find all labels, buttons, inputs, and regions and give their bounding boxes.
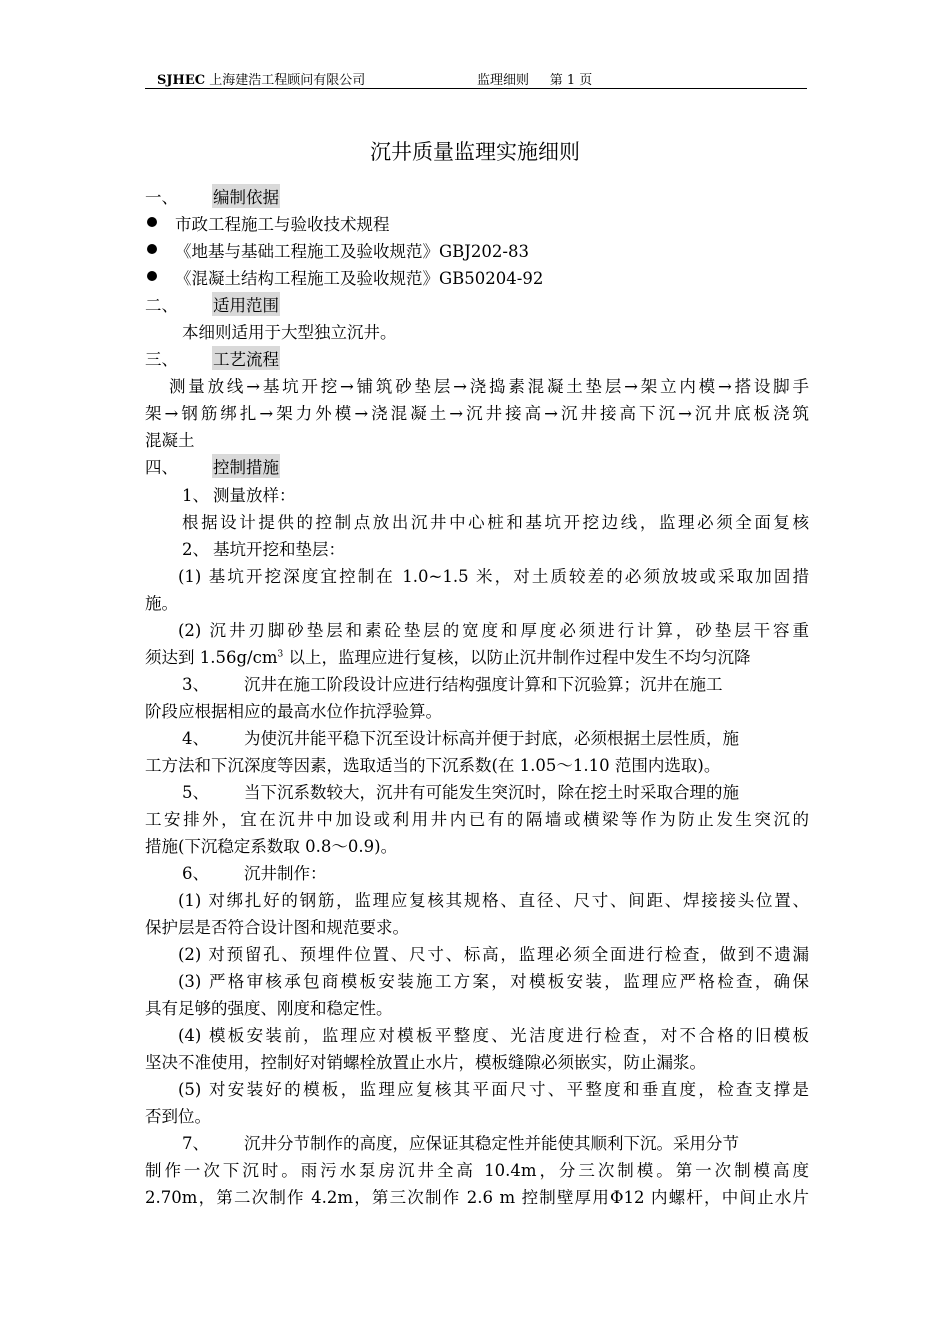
section-number: 三、 bbox=[145, 350, 178, 369]
section-number: 一、 bbox=[145, 188, 178, 207]
paragraph-line: 阶段应根据相应的最高水位作抗浮验算。 bbox=[145, 702, 442, 721]
paragraph-line: 施。 bbox=[145, 594, 178, 613]
process-line: 架→钢筋绑扎→架力外模→浇混凝土→沉井接高→沉井接高下沉→沉井底板浇筑 bbox=[145, 404, 809, 423]
company-code: SJHEC bbox=[157, 73, 206, 88]
paragraph-line bbox=[145, 644, 809, 668]
item-number: 1、 bbox=[182, 486, 209, 505]
item-number: 4、 bbox=[182, 729, 209, 748]
paragraph-line: 具有足够的强度、刚度和稳定性。 bbox=[145, 999, 393, 1018]
paragraph-line: 工方法和下沉深度等因素，选取适当的下沉系数(在 1.05～1.10 范围内选取)。 bbox=[145, 756, 721, 775]
item-number: 6、 bbox=[182, 864, 209, 883]
text-run: 以上，监理应进行复核，以防止沉井制作过程中发生不均匀沉降 bbox=[283, 648, 751, 667]
bullet-icon bbox=[147, 217, 157, 227]
section-title: 编制依据 bbox=[212, 184, 280, 208]
paragraph-line: 制作一次下沉时。雨污水泵房沉井全高 10.4m，分三次制模。第一次制模高度 bbox=[145, 1161, 809, 1180]
item-number: 7、 bbox=[182, 1134, 209, 1153]
item-title: 测量放样： bbox=[213, 486, 296, 505]
document-title: 沉井质量监理实施细则 bbox=[370, 140, 580, 164]
bullet-text: 《混凝土结构工程施工及验收规范》GB50204-92 bbox=[175, 269, 544, 288]
paragraph-line: (4) 模板安装前，监理应对模板平整度、光洁度进行检查，对不合格的旧模板 bbox=[178, 1026, 809, 1045]
page-number: 第 1 页 bbox=[549, 73, 593, 88]
item-text: 为使沉井能平稳下沉至设计标高并便于封底，必须根据土层性质，施 bbox=[244, 729, 739, 748]
section-title: 控制措施 bbox=[212, 454, 280, 478]
paragraph-line: (5) 对安装好的模板，监理应复核其平面尺寸、平整度和垂直度，检查支撑是 bbox=[178, 1080, 809, 1099]
item-title: 基坑开挖和垫层： bbox=[213, 540, 345, 559]
bullet-text: 《地基与基础工程施工及验收规范》GBJ202-83 bbox=[175, 242, 529, 261]
company-name: 上海建浩工程顾问有限公司 bbox=[209, 73, 366, 88]
item-text: 沉井分节制作的高度，应保证其稳定性并能使其顺利下沉。采用分节 bbox=[244, 1134, 739, 1153]
paragraph-line: (1) 对绑扎好的钢筋，监理应复核其规格、直径、尺寸、间距、焊接接头位置、 bbox=[178, 891, 809, 910]
item-number: 3、 bbox=[182, 675, 209, 694]
paragraph-line: 保护层是否符合设计图和规范要求。 bbox=[145, 918, 409, 937]
item-number: 5、 bbox=[182, 783, 209, 802]
paragraph-line: (2) 沉井刃脚砂垫层和素砼垫层的宽度和厚度必须进行计算，砂垫层干容重 bbox=[178, 621, 809, 640]
paragraph-line: (2) 对预留孔、预埋件位置、尺寸、标高，监理必须全面进行检查，做到不遗漏 bbox=[178, 945, 809, 964]
section-number: 二、 bbox=[145, 296, 178, 315]
paragraph-line: (1) 基坑开挖深度宜控制在 1.0~1.5 米，对土质较差的必须放坡或采取加固措 bbox=[178, 567, 809, 586]
page-header bbox=[145, 66, 807, 89]
process-line: 测量放线→基坑开挖→铺筑砂垫层→浇捣素混凝土垫层→架立内模→搭设脚手 bbox=[169, 377, 809, 396]
process-line: 混凝土 bbox=[145, 431, 195, 450]
paragraph-line: 工安排外，宜在沉井中加设或利用井内已有的隔墙或横梁等作为防止发生突沉的 bbox=[145, 810, 809, 829]
paragraph-line: 否到位。 bbox=[145, 1107, 211, 1126]
bullet-icon bbox=[147, 244, 157, 254]
bullet-icon bbox=[147, 271, 157, 281]
paragraph-line: 措施(下沉稳定系数取 0.8～0.9)。 bbox=[145, 837, 398, 856]
bullet-text: 市政工程施工与验收技术规程 bbox=[175, 215, 390, 234]
item-text: 当下沉系数较大，沉井有可能发生突沉时，除在挖土时采取合理的施 bbox=[244, 783, 739, 802]
item-title: 沉井制作： bbox=[244, 864, 327, 883]
text-run: 须达到 1.56g/cm bbox=[145, 648, 278, 667]
paragraph-line: 2.70m，第二次制作 4.2m，第三次制作 2.6 m 控制壁厚用Φ12 内螺杆，中间止水片 bbox=[145, 1188, 809, 1207]
section-title: 适用范围 bbox=[212, 292, 280, 316]
header-page-info bbox=[477, 69, 592, 88]
section-title: 工艺流程 bbox=[212, 346, 280, 370]
item-text: 沉井在施工阶段设计应进行结构强度计算和下沉验算；沉井在施工 bbox=[244, 675, 723, 694]
paragraph-line: 根据设计提供的控制点放出沉井中心桩和基坑开挖边线，监理必须全面复核 bbox=[182, 513, 809, 532]
scope-text: 本细则适用于大型独立沉井。 bbox=[182, 323, 397, 342]
item-number: 2、 bbox=[182, 540, 209, 559]
doc-type: 监理细则 bbox=[477, 73, 530, 88]
header-company bbox=[157, 69, 365, 88]
paragraph-line: (3) 严格审核承包商模板安装施工方案，对模板安装，监理应严格检查，确保 bbox=[178, 972, 809, 991]
paragraph-line: 坚决不准使用，控制好对销螺栓放置止水片，模板缝隙必须嵌实，防止漏浆。 bbox=[145, 1053, 706, 1072]
section-number: 四、 bbox=[145, 458, 178, 477]
superscript: 3 bbox=[277, 649, 284, 660]
